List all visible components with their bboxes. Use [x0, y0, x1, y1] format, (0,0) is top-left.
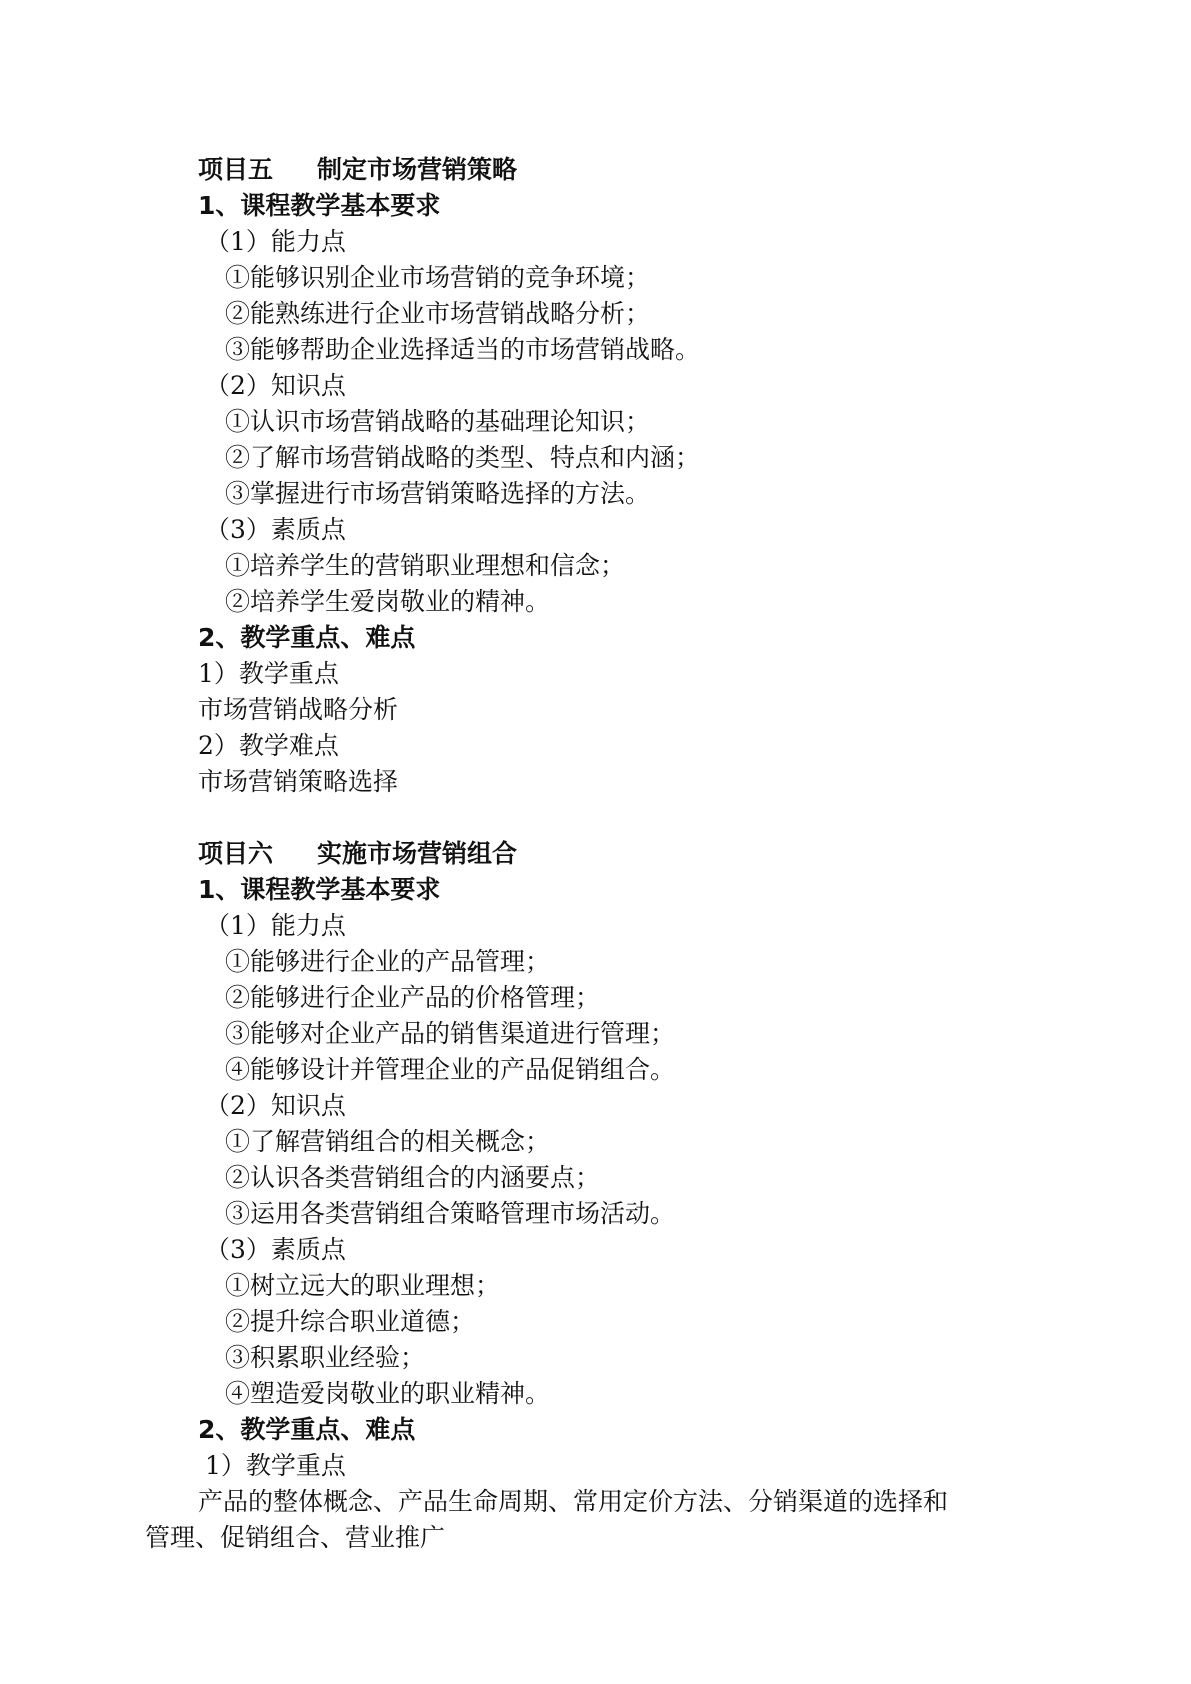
s6-focus-heading: 2、教学重点、难点: [198, 1415, 416, 1444]
s6-ability-item: ③能够对企业产品的销售渠道进行管理；: [225, 1019, 676, 1048]
s6-ability-heading: （1）能力点: [205, 911, 346, 940]
s5-difficulty-heading: 2）教学难点: [198, 731, 339, 760]
s6-ability-item: ④能够设计并管理企业的产品促销组合。: [225, 1055, 676, 1084]
s5-ability-item: ②能熟练进行企业市场营销战略分析；: [225, 299, 651, 328]
s5-knowledge-heading: （2）知识点: [205, 371, 346, 400]
s6-quality-item: ②提升综合职业道德；: [225, 1307, 476, 1336]
s6-requirements-heading: 1、课程教学基本要求: [198, 875, 441, 904]
s6-ability-item: ①能够进行企业的产品管理；: [225, 947, 551, 976]
s6-key-heading: 1）教学重点: [205, 1451, 346, 1480]
s5-ability-item: ①能够识别企业市场营销的竞争环境；: [225, 263, 651, 292]
s6-key-text-line: 产品的整体概念、产品生命周期、常用定价方法、分销渠道的选择和: [198, 1487, 949, 1516]
s5-ability-heading: （1）能力点: [205, 227, 346, 256]
s6-quality-item: ①树立远大的职业理想；: [225, 1271, 501, 1300]
s6-knowledge-item: ①了解营销组合的相关概念；: [225, 1127, 551, 1156]
s5-quality-item: ②培养学生爱岗敬业的精神。: [225, 587, 551, 616]
s5-requirements-heading: 1、课程教学基本要求: [198, 191, 441, 220]
s5-focus-heading: 2、教学重点、难点: [198, 623, 416, 652]
s5-ability-item: ③能够帮助企业选择适当的市场营销战略。: [225, 335, 701, 364]
s6-quality-item: ③积累职业经验；: [225, 1343, 426, 1372]
s6-key-text-line: 管理、促销组合、营业推广: [145, 1523, 446, 1552]
project-six-heading: [198, 836, 517, 872]
project-five-title: 制定市场营销策略: [317, 155, 518, 184]
s5-knowledge-item: ②了解市场营销战略的类型、特点和内涵；: [225, 443, 701, 472]
project-five-heading: [198, 152, 517, 188]
s6-ability-item: ②能够进行企业产品的价格管理；: [225, 983, 601, 1012]
s6-quality-item: ④塑造爱岗敬业的职业精神。: [225, 1379, 551, 1408]
s5-knowledge-item: ①认识市场营销战略的基础理论知识；: [225, 407, 651, 436]
s6-quality-heading: （3）素质点: [205, 1235, 346, 1264]
s6-knowledge-item: ③运用各类营销组合策略管理市场活动。: [225, 1199, 676, 1228]
s5-key-text: 市场营销战略分析: [198, 695, 399, 724]
s5-difficulty-text: 市场营销策略选择: [198, 767, 399, 796]
s6-knowledge-item: ②认识各类营销组合的内涵要点；: [225, 1163, 601, 1192]
s5-key-heading: 1）教学重点: [198, 659, 339, 688]
s5-quality-item: ①培养学生的营销职业理想和信念；: [225, 551, 626, 580]
project-six-title: 实施市场营销组合: [317, 839, 518, 868]
s6-knowledge-heading: （2）知识点: [205, 1091, 346, 1120]
s5-knowledge-item: ③掌握进行市场营销策略选择的方法。: [225, 479, 651, 508]
s5-quality-heading: （3）素质点: [205, 515, 346, 544]
project-six-label: 项目六: [198, 839, 274, 868]
project-five-label: 项目五: [198, 155, 274, 184]
